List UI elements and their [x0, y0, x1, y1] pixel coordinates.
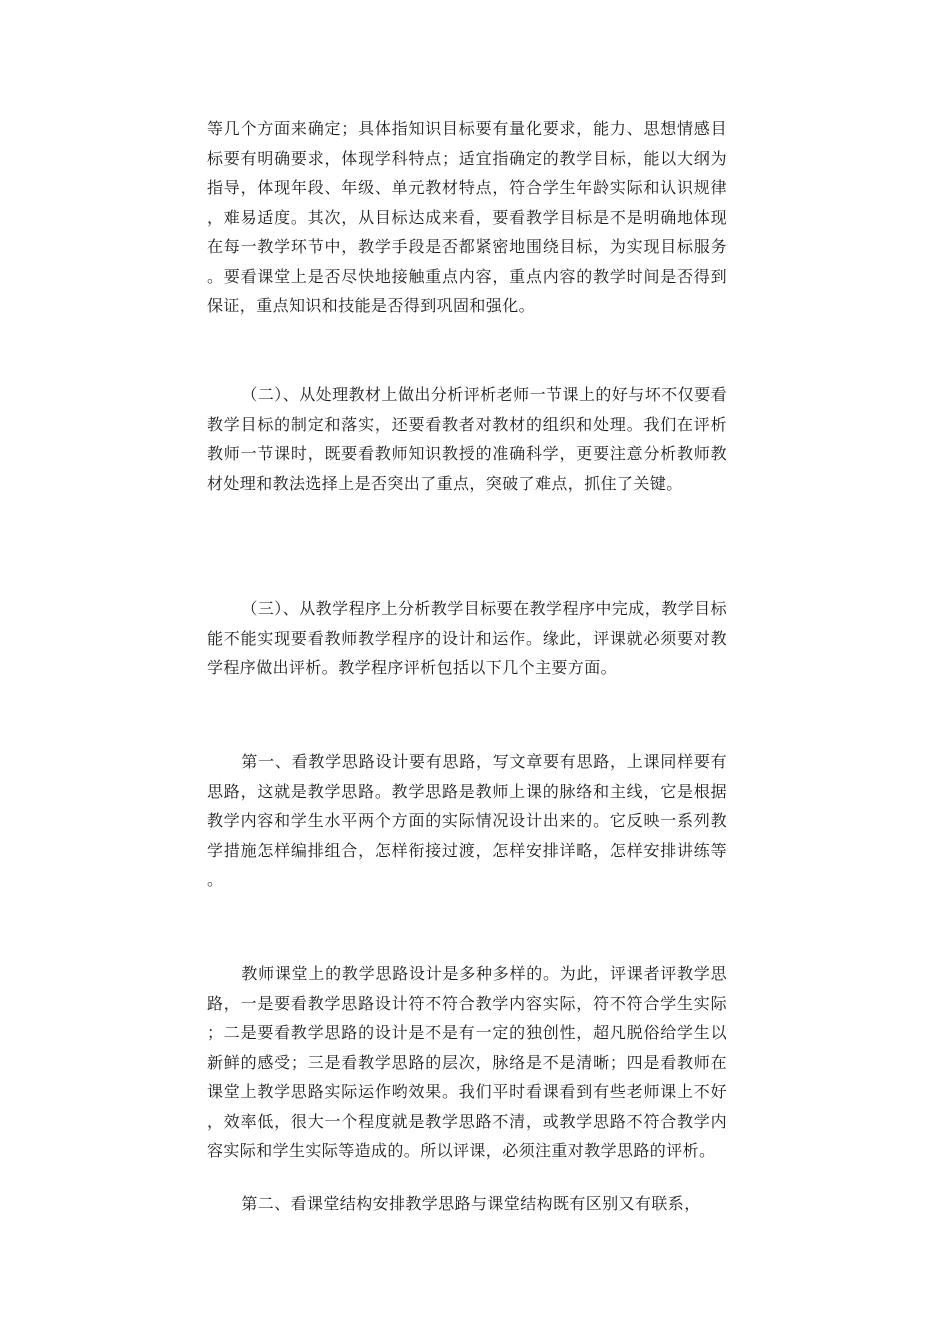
paragraph-evaluating-teaching-approach: 教师课堂上的教学思路设计是多种多样的。为此，评课者评教学思路，一是要看教学思路设计符不符合教学内容实际，符不符合学生实际；二是要看教学思路的设计是不是有一定的独创性，超凡脱俗给学生以新鲜的感受；三是看教学思路的层次，脉络是不是清晰；四是看教师在课堂上教学思路实际运作哟效果。我们平时看课看到有些老师课上不好，效率低，很大一个程度就是教学思路不清，或教学思路不符合教学内容实际和学生实际等造成的。所以评课，必须注重对教学思路的评析。	[207, 964, 727, 1160]
paragraph-second-class-structure: 第二、看课堂结构安排教学思路与课堂结构既有区别又有联系，	[241, 1194, 701, 1213]
paragraph-section-three-procedure: （三）、从教学程序上分析教学目标要在教学程序中完成，教学目标能不能实现要看教师教学程序的设计和运作。缘此，评课就必须要对教学程序做出评析。教学程序评析包括以下几个主要方面。	[207, 599, 727, 677]
paragraph-first-teaching-approach: 第一、看教学思路设计要有思路，写文章要有思路，上课同样要有思路，这就是教学思路。教学思路是教师上课的脉络和主线，它是根据教学内容和学生水平两个方面的实际情况设计出来的。它反映一系列教学措施怎样编排组合，怎样衔接过渡，怎样安排详略，怎样安排讲练等。	[207, 752, 727, 889]
paragraph-section-two-materials: （二）、从处理教材上做出分析评析老师一节课上的好与坏不仅要看教学目标的制定和落实，还要看教者对教材的组织和处理。我们在评析教师一节课时，既要看教师知识教授的准确科学，更要注意分析教师教材处理和教法选择上是否突出了重点，突破了难点，抓住了关键。	[207, 385, 727, 493]
paragraph-teaching-objectives-continued: 等几个方面来确定；具体指知识目标要有量化要求，能力、思想情感目标要有明确要求，体现学科特点；适宜指确定的教学目标，能以大纲为指导，体现年段、年级、单元教材特点，符合学生年龄实际和认识规律，难易适度。其次，从目标达成来看，要看教学目标是不是明确地体现在每一教学环节中，教学手段是否都紧密地围绕目标，为实现目标服务。要看课堂上是否尽快地接触重点内容，重点内容的教学时间是否得到保证，重点知识和技能是否得到巩固和强化。	[207, 119, 727, 315]
